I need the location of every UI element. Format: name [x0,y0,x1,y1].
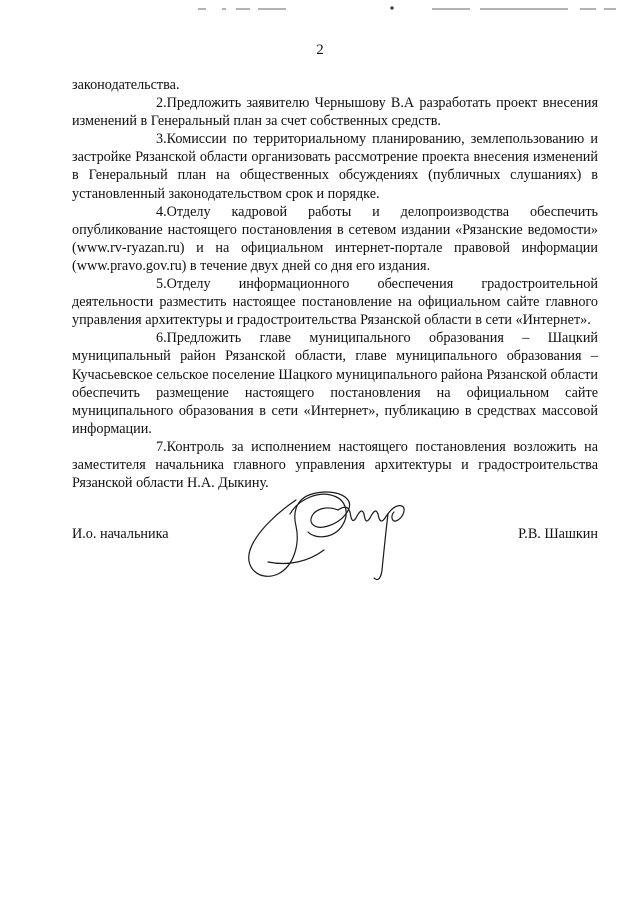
paragraph-2 [72,94,598,130]
paragraph-number: 6. [156,330,167,347]
paragraph-text: Отделу кадровой работы и делопроизводства обеспечить опубликование настоящего постановления в сетевом издании «Рязанские ведомости» (www.rv-ryazan.ru) и на официальном интернет-портале правовой информации (www.pravo.gov.ru) в течение двух дней со дня его издания. [72,203,598,274]
scan-artifacts [0,0,640,20]
document-body [72,76,598,492]
paragraph-number: 7. [156,438,167,455]
paragraph-text: Отделу информационного обеспечения градостроительной деятельности разместить настоящее постановление на официальном сайте главного управления архитектуры и градостроительства Рязанской области в сети «Интернет». [72,276,598,329]
paragraph-1 [72,76,598,94]
paragraph-text: Предложить главе муниципального образования – Шацкий муниципальный район Рязанской области, главе муниципального образования – Кучасьевское сельское поселение Шацкого муниципального района Рязанской области обеспечить размещение настоящего постановления на официальном сайте муниципального образования в сети «Интернет», публикацию в средствах массовой информации. [72,330,598,437]
paragraph-number: 2. [156,95,167,112]
signatory-position: И.о. начальника [72,526,169,542]
paragraph-5 [72,275,598,329]
paragraph-6 [72,329,598,438]
paragraph-4 [72,203,598,275]
paragraph-text: законодательства. [72,77,180,93]
paragraph-number: 4. [156,203,167,220]
paragraph-text: Предложить заявителю Чернышову В.А разработать проект внесения изменений в Генеральный план за счет собственных средств. [72,95,598,130]
paragraph-text: Комиссии по территориальному планированию, землепользованию и застройке Рязанской области организовать рассмотрение проекта внесения изменений в Генеральный план на общественных обсуждениях (публичных слушаниях) в установленный законодательством срок и порядке. [72,131,598,202]
paragraph-3 [72,130,598,202]
paragraph-number: 5. [156,276,167,293]
paragraph-text: Контроль за исполнением настоящего постановления возложить на заместителя начальника главного управления архитектуры и градостроительства Рязанской области Н.А. Дыкину. [72,438,598,492]
paragraph-number: 3. [156,131,167,148]
signatory-name: Р.В. Шашкин [518,526,598,542]
signature-block [72,526,598,546]
page-number: 2 [316,42,324,58]
